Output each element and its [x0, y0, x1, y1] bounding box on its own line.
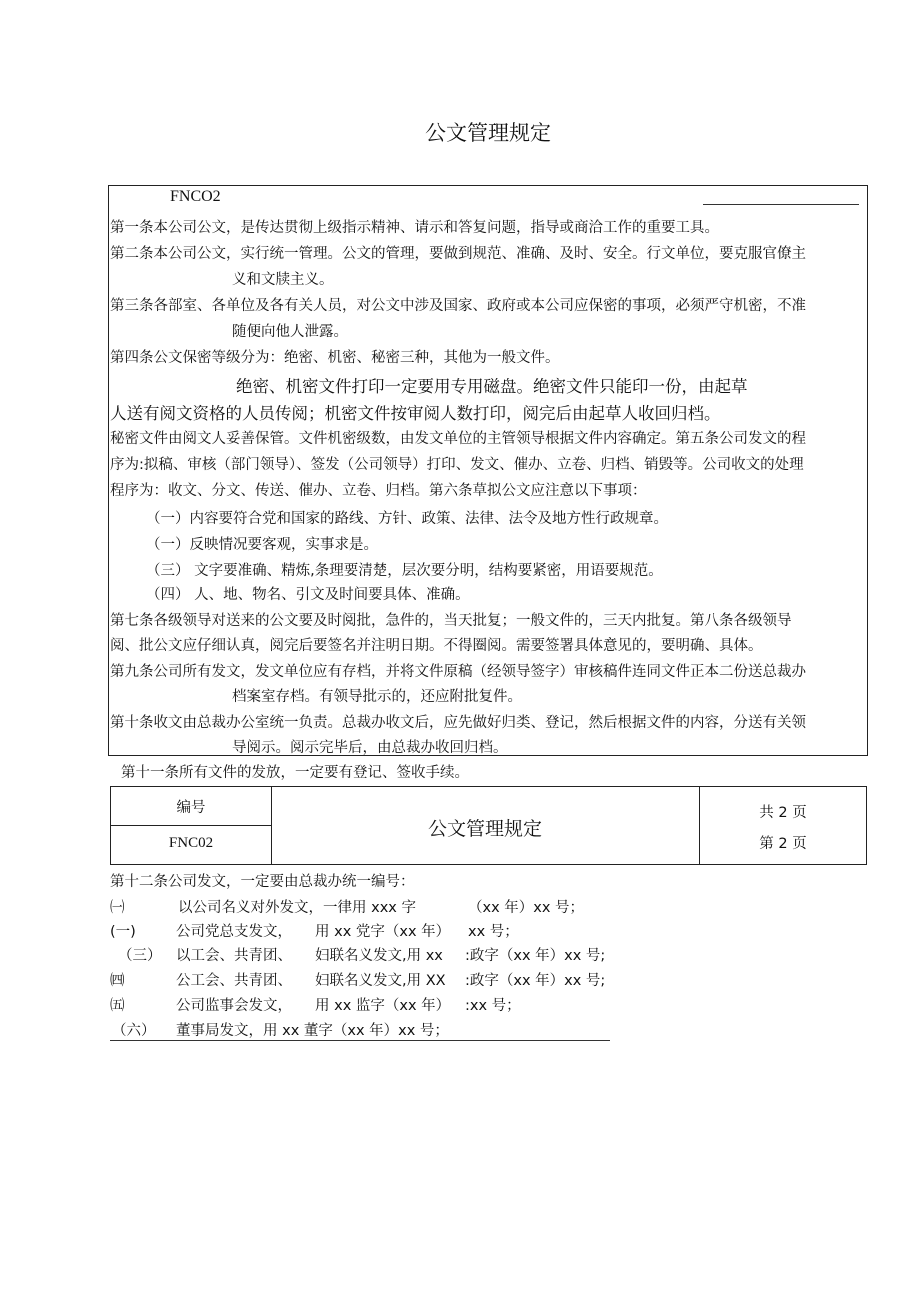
article-11: 第十一条所有文件的发放，一定要有登记、签收手续。 — [121, 765, 469, 781]
article-1: 第一条本公司公文，是传达贯彻上级指示精神、请示和答复问题，指导或商洽工作的重要工具。 — [110, 220, 719, 236]
numbering-mark-3: （三） — [118, 948, 162, 964]
article-12: 第十二条公司发文，一定要由总裁办统一编号： — [110, 874, 415, 890]
article-10-line-1: 第十条收文由总裁办公室统一负责。总裁办收文后，应先做好归类、登记，然后根据文件的内容，分送有关领 — [110, 715, 806, 731]
header-table — [110, 786, 867, 865]
total-pages: 共 2 页 — [759, 805, 807, 821]
article-7-line-2: 阅、批公文应仔细认真，阅完后要签名并注明日期。不得圈阅。需要签署具体意见的，要明确、具体。 — [110, 638, 763, 654]
numbering-label-5: 公司监事会发文， — [176, 998, 292, 1014]
numbering-mark-5: ㈤ — [110, 998, 125, 1014]
article-6-item-3: （三） 文字要准确、精炼,条理要清楚，层次要分明，结构要紧密，用语要规范。 — [146, 563, 663, 579]
article-2-line-1: 第二条本公司公文，实行统一管理。公文的管理，要做到规范、准确、及时、安全。行文单位，要克服官僚主 — [110, 246, 806, 262]
document-code: FNCO2 — [170, 188, 221, 205]
confidential-line-2: 人送有阅文资格的人员传阅；机密文件按审阅人数打印，阅完后由起草人收回归档。 — [110, 404, 721, 423]
table-title: 公文管理规定 — [427, 818, 542, 840]
numbering-label-3: 以工会、共青团、 — [176, 948, 292, 964]
code-underline — [703, 204, 859, 205]
article-9-line-1: 第九条公司所有发文，发文单位应有存档，并将文件原稿（经领导签字）审核稿件连同文件正本二份送总裁办 — [110, 664, 806, 680]
article-5-line-2: 序为:拟稿、审核（部门领导）、签发（公司领导）打印、发文、催办、立卷、归档、销毁等。公司收文的处理 — [110, 457, 804, 473]
numbering-mid-2: 用 xx 党字（xx 年） — [315, 924, 451, 940]
numbering-tail-4: :政字（xx 年）xx 号; — [465, 973, 606, 989]
numbering-tail-3: :政字（xx 年）xx 号; — [465, 948, 606, 964]
confidential-line-1: 绝密、机密文件打印一定要用专用磁盘。绝密文件只能印一份，由起草 — [236, 377, 748, 396]
numbering-label-2: 公司党总支发文， — [176, 924, 292, 940]
article-9-line-2: 档案室存档。有领导批示的，还应附批复件。 — [232, 689, 522, 705]
article-2-line-2: 义和文牍主义。 — [232, 272, 334, 288]
numbering-tail-2: xx 号； — [468, 924, 519, 940]
numbering-label-1: 以公司名义对外发文，一律用 xxx 字 — [178, 900, 416, 916]
numbering-mid-5: 用 xx 监字（xx 年） — [315, 998, 451, 1014]
article-6-item-1: （一）内容要符合党和国家的路线、方针、政策、法律、法令及地方性行政规章。 — [146, 511, 668, 527]
document-title: 公文管理规定 — [425, 121, 551, 145]
article-6-line-1: 程序为：收文、分文、传送、催办、立卷、归档。第六条草拟公文应注意以下事项： — [110, 483, 647, 499]
article-7-line-1: 第七条各级领导对送来的公文要及时阅批，急件的，当天批复；一般文件的，三天内批复。第八条各级领导 — [110, 613, 792, 629]
article-3-line-1: 第三条各部室、各单位及各有关人员，对公文中涉及国家、政府或本公司应保密的事项，必须严守机密，不准 — [110, 298, 806, 314]
numbering-tail-5: :xx 号； — [465, 998, 521, 1014]
numbering-underline — [110, 1040, 610, 1041]
article-6-item-2: （一）反映情况要客观，实事求是。 — [146, 537, 378, 553]
number-label: 编号 — [176, 800, 206, 816]
article-3-line-2: 随便向他人泄露。 — [232, 324, 348, 340]
numbering-label-6: 董事局发文，用 xx 董字（xx 年）xx 号； — [176, 1023, 449, 1039]
table-row-divider — [111, 825, 271, 826]
article-5-line-1: 秘密文件由阅文人妥善保管。文件机密级数，由发文单位的主管领导根据文件内容确定。第五条公司发文的程 — [110, 431, 806, 447]
numbering-mark-1: ㈠ — [110, 900, 125, 916]
numbering-mid-4: 妇联名义发文,用 XX — [315, 973, 446, 989]
article-4: 第四条公文保密等级分为：绝密、机密、秘密三种，其他为一般文件。 — [110, 350, 560, 366]
numbering-mark-2: (一) — [110, 924, 136, 940]
numbering-tail-1: （xx 年）xx 号； — [468, 900, 585, 916]
article-6-item-4: （四） 人、地、物名、引文及时间要具体、准确。 — [146, 587, 470, 603]
numbering-mid-3: 妇联名义发文,用 xx — [315, 948, 443, 964]
page-number: 第 2 页 — [759, 836, 807, 852]
numbering-label-4: 公工会、共青团、 — [176, 973, 292, 989]
numbering-mark-4: ㈣ — [110, 973, 125, 989]
number-value: FNC02 — [168, 835, 214, 851]
numbering-mark-6: （六） — [112, 1023, 156, 1039]
article-10-line-2: 导阅示。阅示完毕后，由总裁办收回归档。 — [232, 740, 508, 756]
